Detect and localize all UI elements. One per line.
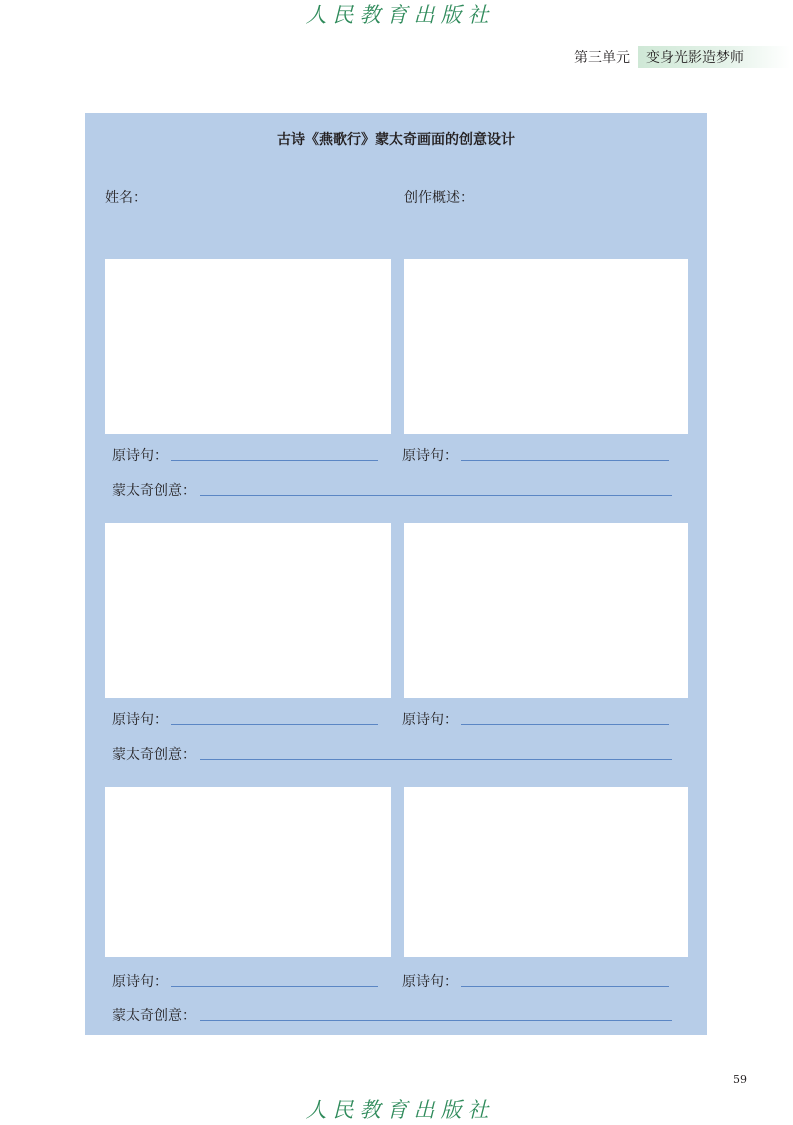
name-label: 姓名： xyxy=(105,190,147,206)
montage-idea-underline[interactable] xyxy=(200,1020,672,1021)
original-line-label: 原诗句： xyxy=(402,712,458,728)
original-line-underline[interactable] xyxy=(461,724,669,725)
original-line-label: 原诗句： xyxy=(112,448,168,464)
original-line-label: 原诗句： xyxy=(402,448,458,464)
unit-label: 第三单元 xyxy=(574,50,630,66)
original-line-underline[interactable] xyxy=(461,986,669,987)
original-line-label: 原诗句： xyxy=(112,712,168,728)
montage-idea-underline[interactable] xyxy=(200,495,672,496)
worksheet-title: 古诗《燕歌行》蒙太奇画面的创意设计 xyxy=(277,132,515,148)
original-line-underline[interactable] xyxy=(171,986,378,987)
original-line-label: 原诗句： xyxy=(112,974,168,990)
worksheet xyxy=(85,113,707,1035)
drawing-frame[interactable] xyxy=(404,523,688,698)
drawing-frame[interactable] xyxy=(105,787,391,957)
summary-label: 创作概述： xyxy=(404,190,474,206)
publisher-logo-bottom: 人民教育出版社 xyxy=(305,1098,495,1122)
page-number: 59 xyxy=(733,1073,747,1086)
drawing-frame[interactable] xyxy=(105,259,391,434)
original-line-underline[interactable] xyxy=(461,460,669,461)
unit-header xyxy=(568,46,793,68)
drawing-frame[interactable] xyxy=(404,787,688,957)
original-line-underline[interactable] xyxy=(171,724,378,725)
original-line-label: 原诗句： xyxy=(402,974,458,990)
montage-idea-label: 蒙太奇创意： xyxy=(112,483,196,499)
publisher-logo-top: 人民教育出版社 xyxy=(305,3,495,27)
montage-idea-label: 蒙太奇创意： xyxy=(112,747,196,763)
drawing-frame[interactable] xyxy=(105,523,391,698)
montage-idea-label: 蒙太奇创意： xyxy=(112,1008,196,1024)
drawing-frame[interactable] xyxy=(404,259,688,434)
montage-idea-underline[interactable] xyxy=(200,759,672,760)
unit-title: 变身光影造梦师 xyxy=(638,46,790,68)
original-line-underline[interactable] xyxy=(171,460,378,461)
